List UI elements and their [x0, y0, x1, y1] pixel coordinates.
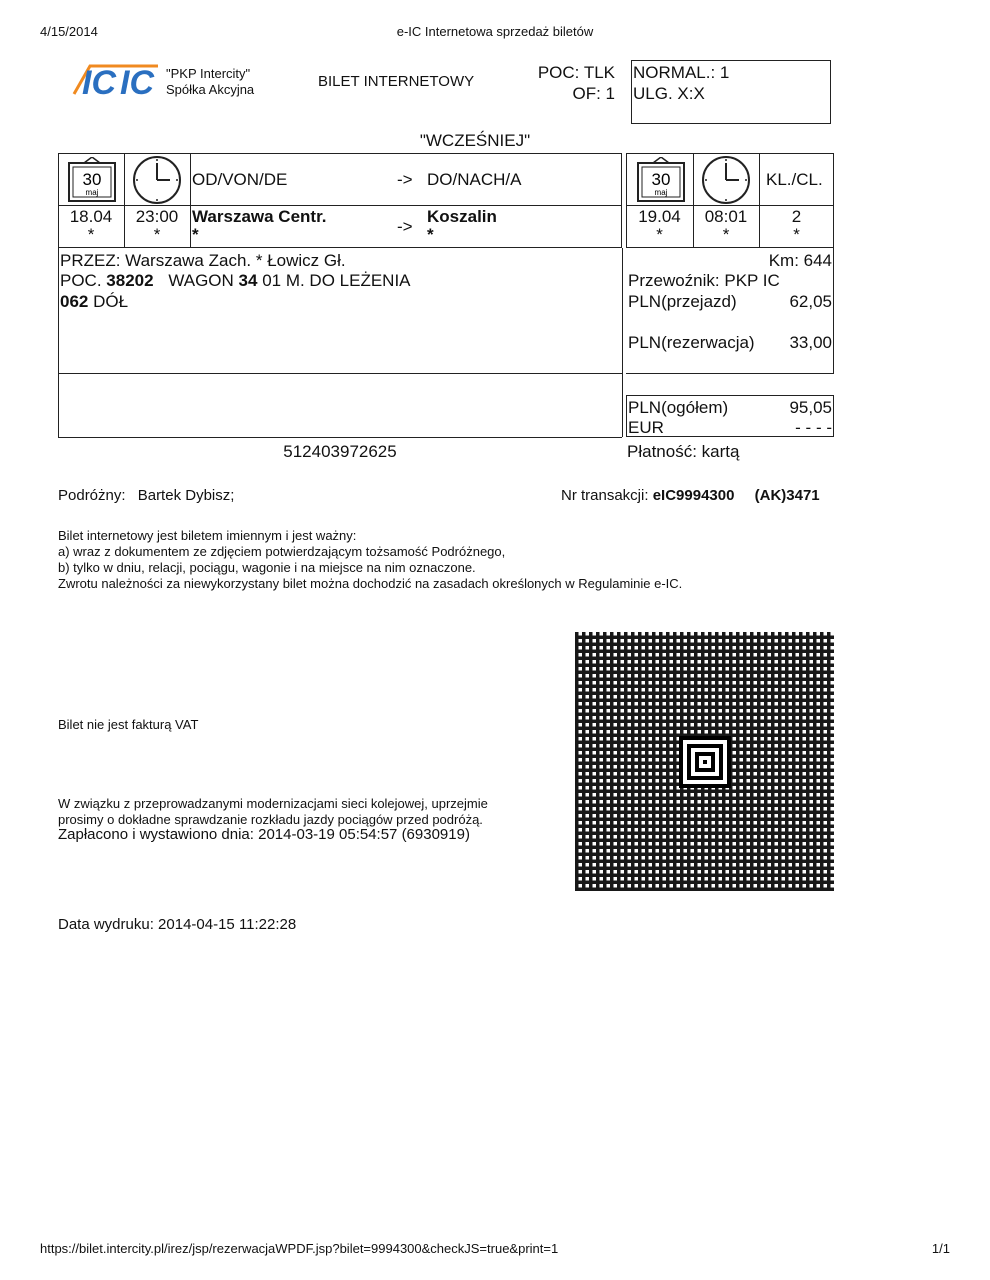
departure-time: 23:00 *	[135, 207, 179, 244]
to-label: DO/NACH/A	[427, 170, 522, 189]
class-label: KL./CL.	[766, 170, 823, 189]
company-name: "PKP Intercity" Spółka Akcyjna	[166, 66, 255, 97]
eur-label: EUR	[628, 418, 664, 437]
arrival-date: 19.04 *	[638, 207, 681, 244]
intercity-logo	[68, 60, 160, 100]
paid-date: Zapłacono i wystawiono dnia: 2014-03-19 05:54:57 (6930919)	[58, 826, 470, 843]
via-stations: PRZEZ: Warszawa Zach. * Łowicz Gł.	[60, 251, 346, 270]
clock-icon	[701, 155, 751, 210]
poc-info: POC: TLK OF: 1	[537, 63, 615, 103]
page-url: https://bilet.intercity.pl/irez/jsp/rezerwacjaWPDF.jsp?bilet=9994300&checkJS=true&print=1	[40, 1241, 559, 1256]
passengers-text: NORMAL.: 1 ULG. X:X	[633, 63, 730, 103]
validity-notes: Bilet internetowy jest biletem imiennym i jest ważny: a) wraz z dokumentem ze zdjęciem potwierdzającym tożsamość Podróżnego, b) tylko w dniu, relacji, pociągu, wagonie i na miejsce na nim oznaczone. Zwrotu należności za niewykorzystany bilet można dochodzić na zasadach określonych w Regulaminie e-IC.	[58, 528, 683, 591]
calendar-icon	[68, 157, 116, 208]
clock-icon	[132, 155, 182, 210]
eur-value: - - - -	[795, 418, 832, 437]
svg-text:IC: IC	[120, 64, 154, 100]
page-number: 1/1	[931, 1241, 950, 1256]
arrival-time: 08:01 *	[704, 207, 748, 244]
not-vat-note: Bilet nie jest fakturą VAT	[58, 717, 199, 732]
travel-price-label: PLN(przejazd)	[628, 292, 737, 311]
payment-method: Płatność: kartą	[627, 442, 740, 461]
arrow: ->	[397, 170, 413, 189]
train-info: POC. 38202 WAGON 34 01 M. DO LEŻENIA	[60, 271, 411, 290]
reservation-price-label: PLN(rezerwacja)	[628, 333, 755, 352]
ticket-number: 512403972625	[283, 442, 397, 461]
print-date-header: 4/15/2014	[40, 24, 98, 39]
svg-text:30: 30	[651, 170, 671, 189]
distance: Km: 644	[768, 251, 832, 270]
svg-text:30: 30	[82, 170, 102, 189]
carrier: Przewoźnik: PKP IC	[628, 271, 780, 290]
travel-class: 2 *	[791, 207, 802, 244]
ticket-type: BILET INTERNETOWY	[318, 73, 475, 90]
svg-text:maj: maj	[85, 188, 99, 197]
travel-price-value: 62,05	[789, 292, 832, 311]
departure-date: 18.04 *	[69, 207, 113, 244]
from-station: Warszawa Centr. *	[192, 207, 327, 244]
reservation-price-value: 33,00	[789, 333, 832, 352]
logo-text: IC	[82, 64, 116, 100]
svg-text:maj: maj	[654, 188, 668, 197]
tariff-name: "WCZEŚNIEJ"	[419, 131, 531, 150]
print-date: Data wydruku: 2014-04-15 11:22:28	[58, 916, 297, 933]
from-label: OD/VON/DE	[192, 170, 288, 189]
seat-info: 062 DÓŁ	[60, 292, 129, 311]
to-station: Koszalin *	[427, 207, 497, 244]
total-price-value: 95,05	[789, 398, 832, 417]
route-arrow: ->	[397, 217, 413, 236]
aztec-code-icon	[575, 632, 834, 891]
page-title: e-IC Internetowa sprzedaż biletów	[396, 24, 594, 39]
modernization-note: W związku z przeprowadzanymi modernizacjami sieci kolejowej, uprzejmie prosimy o dokładne sprawdzanie rozkładu jazdy pociągów przed podróżą.	[58, 796, 488, 827]
transaction: Nr transakcji: eIC9994300 (AK)3471	[561, 487, 820, 504]
calendar-icon	[637, 157, 685, 208]
total-price-label: PLN(ogółem)	[628, 398, 729, 417]
traveller: Podróżny: Bartek Dybisz;	[58, 487, 235, 504]
